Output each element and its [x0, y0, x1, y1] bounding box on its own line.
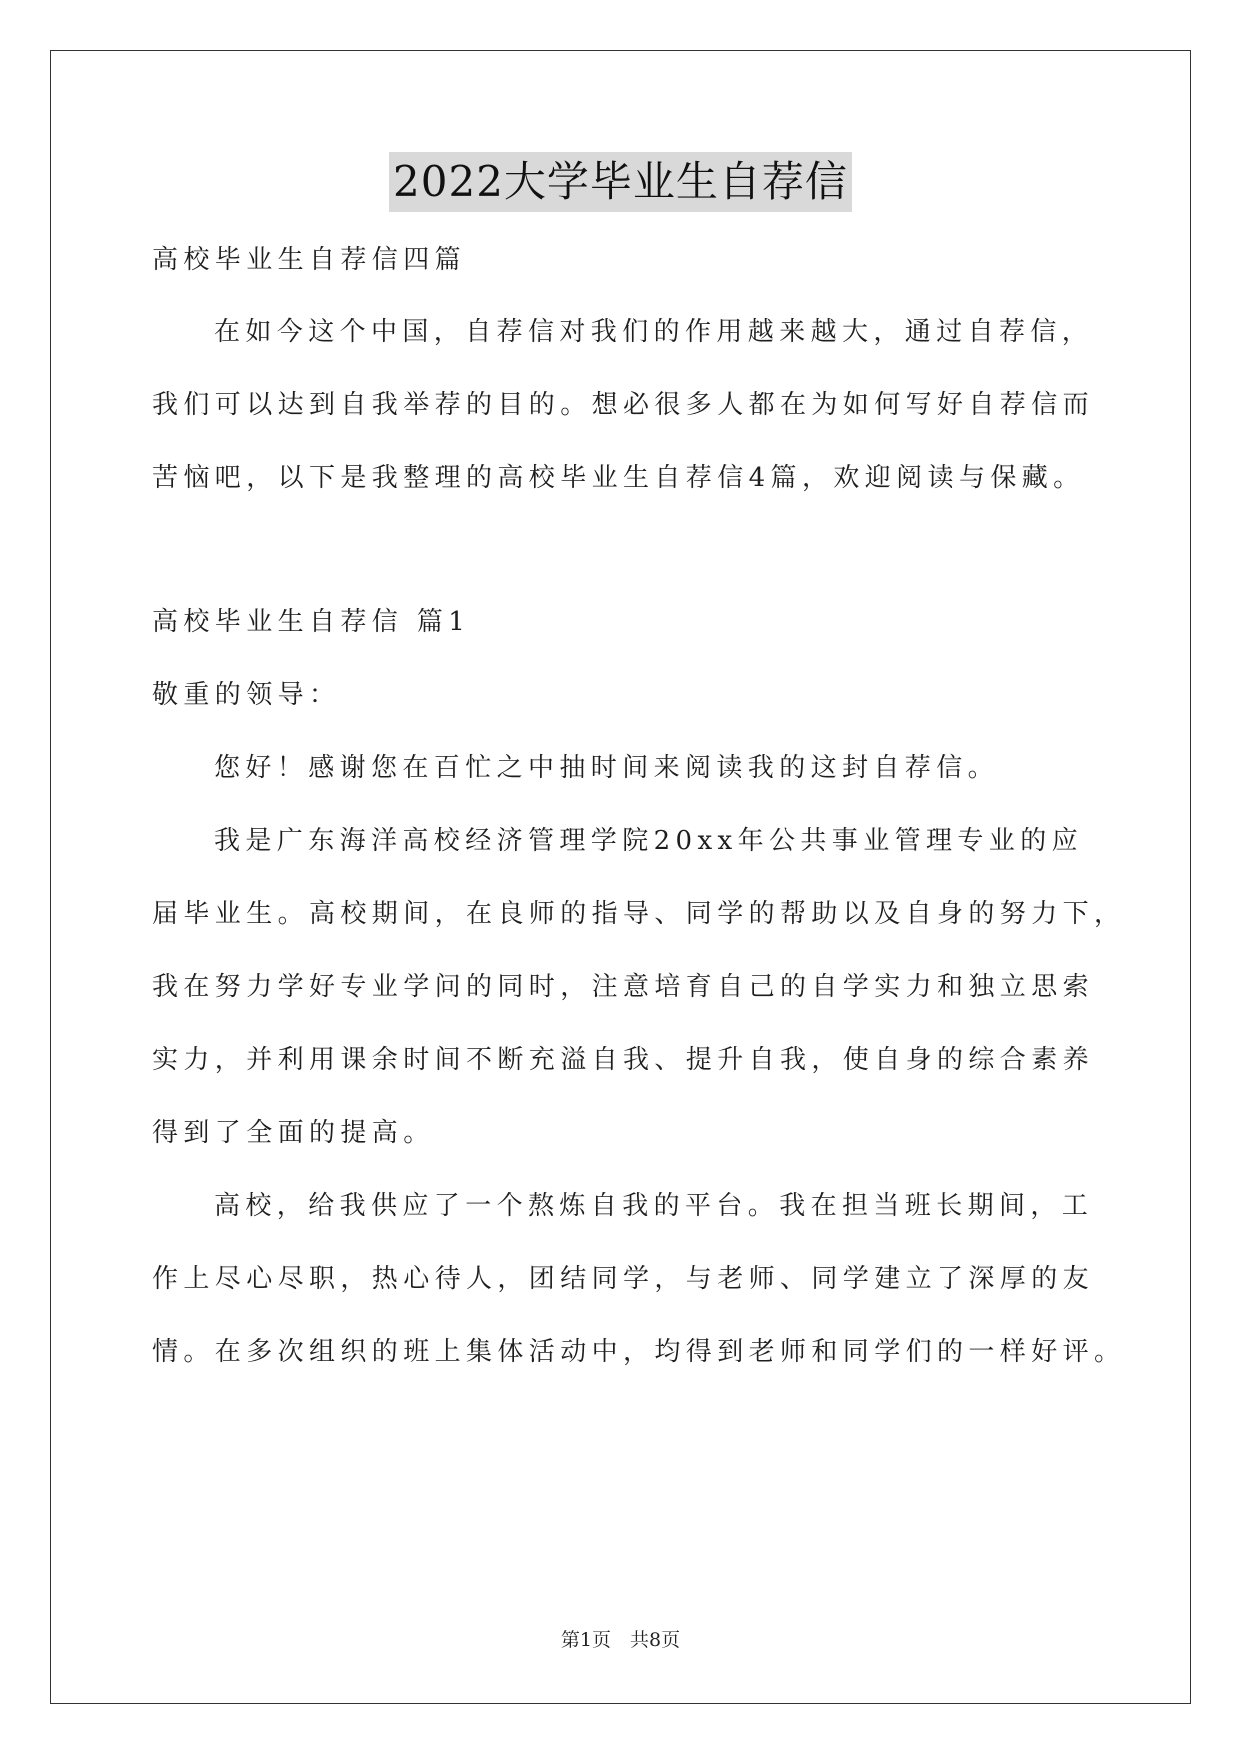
section-heading: 高校毕业生自荐信 篇1 [152, 607, 471, 637]
body-line-4: 实力，并利用课余时间不断充溢自我、提升自我，使自身的综合素养 [152, 1045, 1095, 1075]
body-line-8: 情。在多次组织的班上集体活动中，均得到老师和同学们的一样好评。 [152, 1337, 1126, 1367]
page-border [50, 50, 1191, 1704]
body-line-3: 我在努力学好专业学问的同时，注意培育自己的自学实力和独立思索 [152, 972, 1095, 1002]
greeting-line: 您好！感谢您在百忙之中抽时间来阅读我的这封自荐信。 [214, 753, 1000, 783]
salutation: 敬重的领导： [152, 680, 341, 710]
intro-line-2: 我们可以达到自我举荐的目的。想必很多人都在为如何写好自荐信而 [152, 390, 1095, 420]
title-container [0, 152, 1241, 212]
body-line-2: 届毕业生。高校期间，在良师的指导、同学的帮助以及自身的努力下， [152, 899, 1126, 929]
body-line-1: 我是广东海洋高校经济管理学院20xx年公共事业管理专业的应 [214, 826, 1084, 856]
intro-line-1: 在如今这个中国，自荐信对我们的作用越来越大，通过自荐信， [214, 317, 1094, 347]
body-line-6: 高校，给我供应了一个熬炼自我的平台。我在担当班长期间，工 [214, 1191, 1094, 1221]
intro-line-3: 苦恼吧，以下是我整理的高校毕业生自荐信4篇，欢迎阅读与保藏。 [152, 463, 1085, 493]
body-line-5: 得到了全面的提高。 [152, 1118, 435, 1148]
body-line-7: 作上尽心尽职，热心待人，团结同学，与老师、同学建立了深厚的友 [152, 1264, 1095, 1294]
document-title: 2022大学毕业生自荐信 [389, 152, 852, 212]
page-number: 第1页 共8页 [560, 1629, 681, 1651]
subtitle: 高校毕业生自荐信四篇 [152, 245, 467, 275]
